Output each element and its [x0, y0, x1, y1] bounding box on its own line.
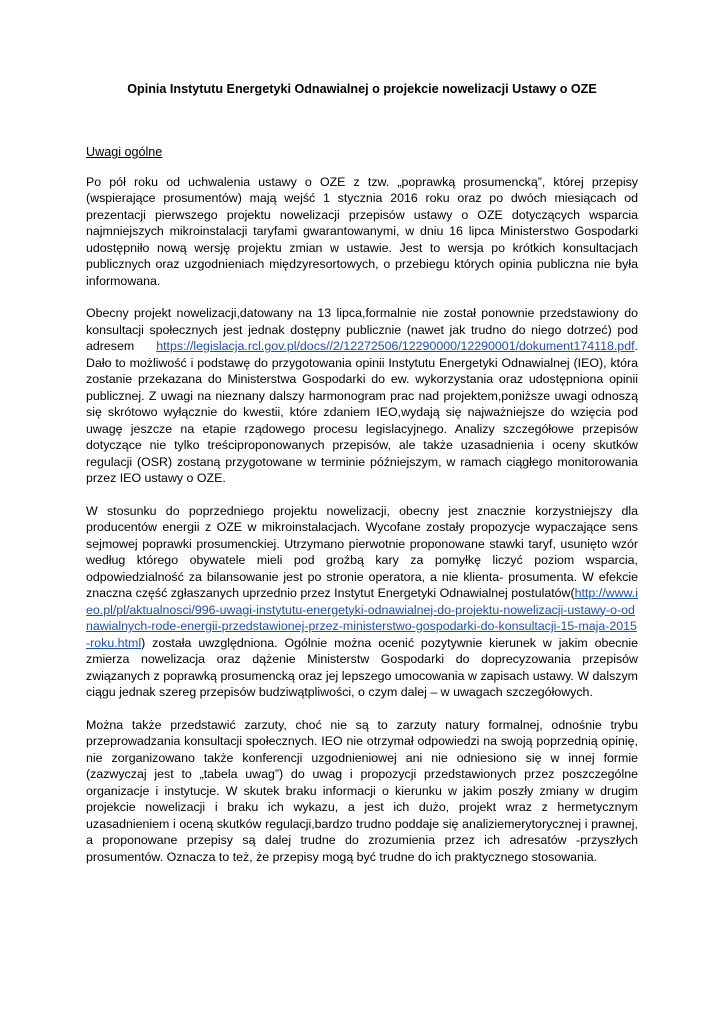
- paragraph-current-draft: [86, 305, 638, 487]
- section-heading-general-remarks: Uwagi ogólne: [86, 145, 163, 159]
- paragraph-comparison-text-after: ) została uwzględniona. Ogólnie można ocenić pozytywnie kierunek w jakim obecnie zmierza nowelizacja oraz dążenie Ministerstw Gospodarki do doprecyzowania przepisów związanych z poprawką prosumencką oraz jej lepszego umocowania w zapisach ustawy. W dalszym ciągu jednak szereg przepisów budziwątpliwości, o czym dalej – w uwagach szczegółowych.: [86, 635, 638, 699]
- paragraph-comparison-text-before: W stosunku do poprzedniego projektu nowelizacji, obecny jest znacznie korzystniejszy dla producentów energii z OZE w mikroinstalacjach. Wycofane zostały propozycje wypaczające sens sejmowej poprawki prosumenckiej. Utrzymano pierwotnie proponowane stawki taryf, usunięto wzór według którego obywatele mieli pod groźbą kary za pomyłkę liczyć poziom wsparcia, odpowiedzialność za bilansowanie jest po stronie operatora, a nie klienta- prosumenta. W efekcie znaczna część zgłaszanych uprzednio przez Instytut Energetyki Odnawialnej postulatów(: [86, 503, 638, 600]
- ieo-previous-opinion-link[interactable]: http://www.ieo.pl/pl/aktualnosci/996-uwagi-instytutu-energetyki-odnawialnej-do-projektu-nowelizacji-ustawy-o-odnawialnych-rode-energii-przedstawionej-przez-ministerstwo-gospodarki-do-konsultacji-15-maja-2015-roku.html: [86, 586, 638, 650]
- paragraph-current-draft-text-after: . Dało to możliwość i podstawę do przygotowania opinii Instytutu Energetyki Odnawialnej (IEO), która zostanie przekazana do Ministerstwa Gospodarki do ew. wykorzystania oraz udostępniona opinii publicznej. Z uwagi na nieznany dalszy harmonogram prac nad projektem,poniższe uwagi odnoszą się skrótowo wyłącznie do kwestii, które zdaniem IEO,wydają się najważniejsze do wzięcia pod uwagę jeszcze na etapie rządowego procesu legislacyjnego. Analizy szczegółowe przepisów dotyczące nie tylko treściproponowanych przepisów, ale także uzasadnienia i oceny skutków regulacji (OSR) zostaną przygotowane w terminie późniejszym, w ramach ciągłego monitorowania przez IEO ustawy o OZE.: [86, 339, 638, 485]
- paragraph-intro: Po pół roku od uchwalenia ustawy o OZE z tzw. „poprawką prosumencką”, której przepisy (wspierające prosumentów) mają wejść 1 stycznia 2016 roku oraz po dwóch miesiącach od prezentacji pierwszego projektu nowelizacji przepisów ustawy o OZE dotyczących wsparcia najmniejszych mikroinstalacji taryfami gwarantowanymi, w dniu 16 lipca Ministerstwo Gospodarki udostępniło nową wersję projektu zmian w ustawie. Jest to wersja po krótkich konsultacjach publicznych oraz uzgodnieniach międzyresortowych, o przebiegu których opinia publiczna nie była informowana.: [86, 174, 638, 288]
- legislation-document-link[interactable]: https://legislacja.rcl.gov.pl/docs//2/12272506/12290000/12290001/dokument174118.pdf: [156, 339, 635, 353]
- paragraph-comparison: [86, 503, 638, 701]
- paragraph-consultation-remarks: Można także przedstawić zarzuty, choć nie są to zarzuty natury formalnej, odnośnie trybu przeprowadzania konsultacji społecznych. IEO nie otrzymał odpowiedzi na swoją poprzednią opinię, nie zorganizowano także konferencji uzgodnieniowej ani nie odniesiono się w innej formie (zazwyczaj jest to „tabela uwag”) do uwag i propozycji przedstawionych przez poszczególne organizacje i instytucje. W skutek braku informacji o kierunku w jakim poszły zmiany w drugim projekcie nowelizacji i braku ich wykazu, a jest ich dużo, projekt wraz z hermetycznym uzasadnieniem i oceną skutków regulacji,bardzo trudno poddaje się analiziemerytorycznej i prawnej, a proponowane przepisy są dalej trudne do zrozumienia przez ich adresatów -przyszłych prosumentów. Oznacza to też, że przepisy mogą być trudne do ich praktycznego stosowania.: [86, 717, 638, 864]
- document-title: Opinia Instytutu Energetyki Odnawialnej o projekcie nowelizacji Ustawy o OZE: [127, 82, 597, 96]
- paragraph-current-draft-text-before: Obecny projekt nowelizacji,datowany na 13 lipca,formalnie nie został ponownie przedstawiony do konsultacji społecznych jest jednak dostępny publicznie (nawet jak trudno do niego dotrzeć) pod adresem: [86, 306, 638, 353]
